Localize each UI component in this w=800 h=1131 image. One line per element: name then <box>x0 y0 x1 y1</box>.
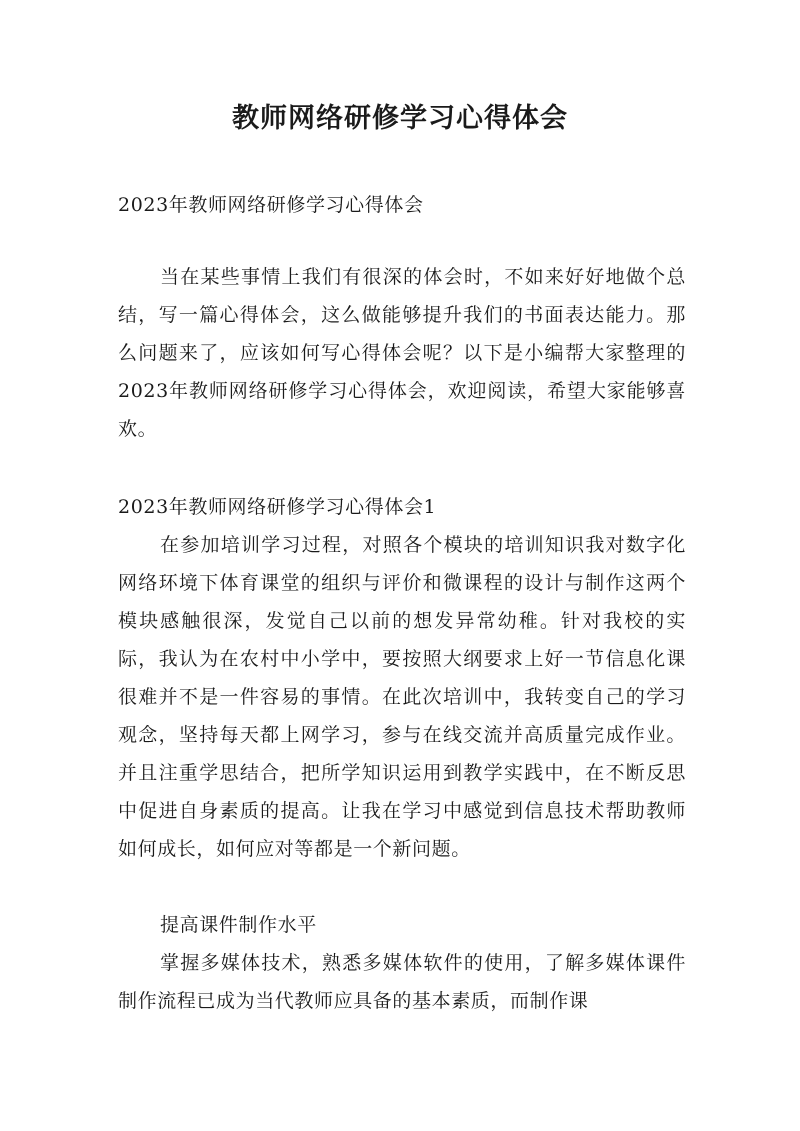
document-title: 教师网络研修学习心得体会 <box>232 103 568 134</box>
body-paragraph-2: 掌握多媒体技术，熟悉多媒体软件的使用，了解多媒体课件制作流程已成为当代教师应具备的基本素质，而制作课 <box>118 952 686 1012</box>
sub-heading: 提高课件制作水平 <box>160 914 317 936</box>
section-heading: 2023年教师网络研修学习心得体会1 <box>118 496 437 518</box>
intro-paragraph: 当在某些事情上我们有很深的体会时，不如来好好地做个总结，写一篇心得体会，这么做能够提升我们的书面表达能力。那么问题来了，应该如何写心得体会呢？以下是小编帮大家整理的2023年教师网络研修学习心得体会，欢迎阅读，希望大家能够喜欢。 <box>118 266 686 440</box>
body-paragraph-1: 在参加培训学习过程，对照各个模块的培训知识我对数字化网络环境下体育课堂的组织与评价和微课程的设计与制作这两个模块感触很深，发觉自己以前的想发异常幼稚。针对我校的实际，我认为在农村中小学中，要按照大纲要求上好一节信息化课很难并不是一件容易的事情。在此次培训中，我转变自己的学习观念，坚持每天都上网学习，参与在线交流并高质量完成作业。并且注重学思结合，把所学知识运用到教学实践中，在不断反思中促进自身素质的提高。让我在学习中感觉到信息技术帮助教师如何成长，如何应对等都是一个新问题。 <box>118 534 686 860</box>
document-subtitle: 2023年教师网络研修学习心得体会 <box>118 194 424 216</box>
